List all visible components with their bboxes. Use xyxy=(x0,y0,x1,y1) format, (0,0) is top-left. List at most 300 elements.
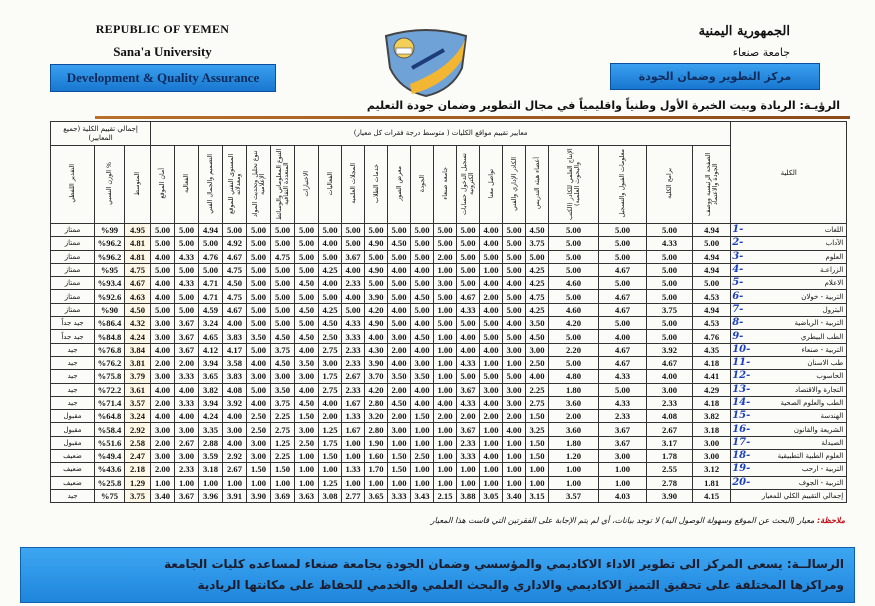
relative-weight: %64.8 xyxy=(95,410,125,423)
criterion-score: 4.00 xyxy=(480,450,503,463)
criterion-score: 3.50 xyxy=(411,370,434,383)
criterion-score: 4.00 xyxy=(247,356,271,369)
criterion-score: 3.15 xyxy=(526,489,549,502)
criterion-score: 2.50 xyxy=(319,330,342,343)
criterion-score: 5.00 xyxy=(599,383,647,396)
criterion-score: 1.00 xyxy=(599,463,647,476)
criterion-score: 5.00 xyxy=(271,277,295,290)
criterion-score: 4.50 xyxy=(526,330,549,343)
overall-average: 4.75 xyxy=(125,263,151,276)
column-header-label: الفعاليات xyxy=(326,171,334,196)
column-header-label: أمان الموقع xyxy=(159,168,167,199)
verbal-grade: مقبول xyxy=(51,436,95,449)
criterion-score: 4.00 xyxy=(295,343,319,356)
college-name-cell xyxy=(731,224,847,237)
criterion-score: 4.08 xyxy=(647,410,693,423)
criterion-score: 4.00 xyxy=(388,303,411,316)
criterion-score: 4.00 xyxy=(480,396,503,409)
verbal-grade: مقبول xyxy=(51,410,95,423)
criterion-score: 4.00 xyxy=(503,317,526,330)
criterion-score: 4.20 xyxy=(365,303,388,316)
criterion-score: 4.33 xyxy=(599,396,647,409)
university-en: Sana'a University xyxy=(113,44,212,59)
criterion-score: 5.00 xyxy=(319,250,342,263)
row-number: 18- xyxy=(732,450,751,462)
column-header-label: خدمات الطلاب xyxy=(372,164,380,203)
criterion-score: 3.92 xyxy=(223,396,247,409)
column-header-label: برامج الكلية xyxy=(666,168,674,199)
criterion-score: 1.00 xyxy=(526,463,549,476)
criterion-score: 4.50 xyxy=(388,396,411,409)
college-name: التربية - صنعاء xyxy=(801,345,844,354)
criterion-score: 2.25 xyxy=(271,410,295,423)
group-total-header: إجمالي تقييم الكلية (جميع المعايير) xyxy=(51,122,151,146)
criterion-score: 1.70 xyxy=(365,463,388,476)
criterion-score: 2.00 xyxy=(503,410,526,423)
criterion-score: 4.50 xyxy=(223,277,247,290)
college-name-cell xyxy=(731,263,847,276)
criterion-score: 5.00 xyxy=(247,343,271,356)
criterion-score: 1.00 xyxy=(434,476,457,489)
criterion-score: 2.00 xyxy=(151,396,175,409)
criterion-score: 4.35 xyxy=(693,343,731,356)
college-name-cell xyxy=(731,463,847,476)
column-header xyxy=(151,146,175,224)
vision-statement: الرؤيـة: الريادة وبيت الخبرة الأول وطنياً واقليمياً في مجال التطوير وضمان جودة التعليم xyxy=(366,99,840,112)
criterion-score: 1.75 xyxy=(319,370,342,383)
criterion-score: 3.65 xyxy=(365,489,388,502)
college-name: الطب والعلوم الصحية xyxy=(780,399,844,407)
verbal-grade: ضعيف xyxy=(51,476,95,489)
criterion-score: 1.00 xyxy=(480,436,503,449)
college-name-cell xyxy=(731,396,847,409)
criterion-score: 3.67 xyxy=(175,317,199,330)
criterion-score: 1.81 xyxy=(693,476,731,489)
criterion-score: 3.67 xyxy=(175,489,199,502)
criterion-score: 1.00 xyxy=(480,356,503,369)
column-header xyxy=(480,146,503,224)
criterion-score: 3.17 xyxy=(647,436,693,449)
college-name-cell xyxy=(731,370,847,383)
criterion-score: 5.00 xyxy=(388,250,411,263)
criterion-score: 4.53 xyxy=(693,317,731,330)
criterion-score: 3.67 xyxy=(599,423,647,436)
criterion-score: 4.60 xyxy=(549,303,599,316)
table-row xyxy=(51,370,847,383)
criterion-score: 4.60 xyxy=(549,277,599,290)
criterion-score: 4.50 xyxy=(388,237,411,250)
criterion-score: 1.00 xyxy=(388,476,411,489)
college-name-cell xyxy=(731,356,847,369)
column-header xyxy=(388,146,411,224)
column-header-label: المستوى التقني للموقع ومعدلاته xyxy=(227,153,242,214)
verbal-grade: جيد xyxy=(51,343,95,356)
criterion-score: 1.00 xyxy=(411,423,434,436)
college-name-cell xyxy=(731,489,847,502)
criterion-score: 2.00 xyxy=(319,410,342,423)
criterion-score: 4.00 xyxy=(223,410,247,423)
criterion-score: 3.00 xyxy=(247,450,271,463)
criterion-score: 1.00 xyxy=(526,476,549,489)
criterion-score: 5.00 xyxy=(342,303,365,316)
criterion-score: 4.00 xyxy=(647,370,693,383)
criterion-score: 1.50 xyxy=(526,410,549,423)
college-name-cell xyxy=(731,450,847,463)
criterion-score: 4.00 xyxy=(480,303,503,316)
criterion-score: 4.00 xyxy=(223,436,247,449)
overall-average: 4.67 xyxy=(125,277,151,290)
criterion-score: 2.75 xyxy=(319,383,342,396)
criterion-score: 3.83 xyxy=(223,370,247,383)
criterion-score: 3.70 xyxy=(365,370,388,383)
college-name: طب الاسنان xyxy=(807,359,844,368)
overall-average: 3.61 xyxy=(125,383,151,396)
criterion-score: 1.33 xyxy=(342,463,365,476)
criterion-score: 1.20 xyxy=(549,450,599,463)
criterion-score: 3.18 xyxy=(199,463,223,476)
criterion-score: 5.00 xyxy=(365,224,388,237)
row-number: 19- xyxy=(732,463,751,475)
criterion-score: 2.00 xyxy=(480,290,503,303)
criterion-score: 2.50 xyxy=(247,410,271,423)
criterion-score: 5.00 xyxy=(295,317,319,330)
criterion-score: 2.50 xyxy=(247,423,271,436)
college-name: اللغات xyxy=(824,226,844,235)
criterion-score: 4.20 xyxy=(365,383,388,396)
criterion-score: 3.00 xyxy=(295,370,319,383)
criterion-score: 4.67 xyxy=(223,250,247,263)
criterion-score: 5.00 xyxy=(599,237,647,250)
criterion-score: 5.00 xyxy=(365,277,388,290)
criterion-score: 3.00 xyxy=(411,356,434,369)
criterion-score: 5.00 xyxy=(647,277,693,290)
criterion-score: 1.00 xyxy=(480,463,503,476)
relative-weight: %76.2 xyxy=(95,356,125,369)
college-name: التربية - خولان xyxy=(801,292,844,301)
criterion-score: 3.94 xyxy=(199,356,223,369)
criterion-score: 4.50 xyxy=(295,277,319,290)
center-banner-ar xyxy=(610,63,820,90)
verbal-grade: جيد xyxy=(51,356,95,369)
criterion-score: 3.00 xyxy=(151,370,175,383)
university-ar: جامعة صنعاء xyxy=(732,46,790,59)
criterion-score: 4.00 xyxy=(411,383,434,396)
criterion-score: 4.00 xyxy=(151,277,175,290)
college-name: الحاسوب xyxy=(816,372,844,381)
column-header-label: معرض الصور xyxy=(395,166,403,201)
criterion-score: 4.25 xyxy=(319,263,342,276)
column-header xyxy=(175,146,199,224)
college-name-cell xyxy=(731,290,847,303)
criterion-score: 5.00 xyxy=(599,277,647,290)
column-header xyxy=(503,146,526,224)
criterion-score: 5.00 xyxy=(599,250,647,263)
criterion-score: 3.18 xyxy=(693,423,731,436)
criterion-score: 3.00 xyxy=(247,436,271,449)
mission-banner xyxy=(20,547,855,603)
criterion-score: 1.00 xyxy=(503,463,526,476)
criterion-score: 4.67 xyxy=(223,303,247,316)
criterion-score: 1.00 xyxy=(434,436,457,449)
criterion-score: 4.67 xyxy=(599,343,647,356)
criterion-score: 5.00 xyxy=(295,290,319,303)
row-number: 15- xyxy=(732,410,751,422)
column-header xyxy=(411,146,434,224)
criterion-score: 2.75 xyxy=(319,343,342,356)
group-criteria-header: معايير تقييم مواقع الكليات ( متوسط درجة فقرات كل معيار) xyxy=(151,122,731,146)
relative-weight: %71.4 xyxy=(95,396,125,409)
criterion-score: 4.00 xyxy=(411,343,434,356)
column-header-label: المتوسط xyxy=(134,171,141,196)
criterion-score: 4.94 xyxy=(693,250,731,263)
criterion-score: 5.00 xyxy=(175,237,199,250)
criterion-score: 1.00 xyxy=(411,436,434,449)
criterion-score: 3.00 xyxy=(503,343,526,356)
criterion-score: 4.53 xyxy=(693,290,731,303)
criterion-score: 1.00 xyxy=(434,423,457,436)
criterion-score: 4.12 xyxy=(199,343,223,356)
overall-average: 1.29 xyxy=(125,476,151,489)
criterion-score: 5.00 xyxy=(342,224,365,237)
overall-average: 3.24 xyxy=(125,410,151,423)
center-ar: مركز التطوير وضمان الجودة xyxy=(638,70,792,83)
column-header xyxy=(95,146,125,224)
criterion-score: 4.08 xyxy=(223,383,247,396)
criterion-score: 3.67 xyxy=(175,330,199,343)
column-header-label: الإنتاج العلمي للكادر (الكتب والبحوث العلمية) xyxy=(566,147,581,220)
criterion-score: 4.94 xyxy=(693,224,731,237)
criterion-score: 4.67 xyxy=(599,303,647,316)
criterion-score: 2.25 xyxy=(271,450,295,463)
criterion-score: 2.33 xyxy=(175,463,199,476)
criterion-score: 1.00 xyxy=(549,463,599,476)
criterion-score: 1.80 xyxy=(549,383,599,396)
criterion-score: 5.00 xyxy=(549,330,599,343)
criterion-score: 4.80 xyxy=(549,370,599,383)
column-header xyxy=(51,146,95,224)
overall-average: 4.50 xyxy=(125,303,151,316)
table-row xyxy=(51,463,847,476)
column-header xyxy=(365,146,388,224)
criterion-score: 4.18 xyxy=(693,396,731,409)
overall-average: 3.75 xyxy=(125,489,151,502)
criterion-score: 1.00 xyxy=(411,463,434,476)
criterion-score: 4.00 xyxy=(342,290,365,303)
overall-average: 3.57 xyxy=(125,396,151,409)
row-number: 2- xyxy=(732,237,744,249)
criterion-score: 4.76 xyxy=(199,250,223,263)
criterion-score: 1.00 xyxy=(295,463,319,476)
criterion-score: 3.67 xyxy=(457,383,480,396)
criterion-score: 1.50 xyxy=(388,463,411,476)
criterion-score: 5.00 xyxy=(503,237,526,250)
row-number: 17- xyxy=(732,436,751,448)
criterion-score: 4.33 xyxy=(457,303,480,316)
criterion-score: 4.00 xyxy=(151,290,175,303)
criterion-score: 3.50 xyxy=(388,370,411,383)
verbal-grade: ممتاز xyxy=(51,277,95,290)
criterion-score: 2.75 xyxy=(526,396,549,409)
criterion-score: 1.00 xyxy=(342,436,365,449)
criterion-score: 4.00 xyxy=(151,250,175,263)
criterion-score: 4.76 xyxy=(693,330,731,343)
college-name: الزراعـة xyxy=(819,266,844,275)
criterion-score: 4.18 xyxy=(693,356,731,369)
criterion-score: 3.00 xyxy=(693,450,731,463)
criterion-score: 4.67 xyxy=(599,356,647,369)
criterion-score: 2.55 xyxy=(647,463,693,476)
college-name: التربية - الرياضية xyxy=(794,319,844,328)
verbal-grade: ضعيف xyxy=(51,450,95,463)
criterion-score: 5.00 xyxy=(526,250,549,263)
college-name: الآداب xyxy=(825,239,844,248)
criterion-score: 2.33 xyxy=(342,277,365,290)
criterion-score: 3.00 xyxy=(319,356,342,369)
criterion-score: 5.00 xyxy=(434,317,457,330)
criterion-score: 5.00 xyxy=(599,224,647,237)
column-header xyxy=(342,146,365,224)
criterion-score: 5.00 xyxy=(647,317,693,330)
criterion-score: 1.50 xyxy=(319,450,342,463)
criterion-score: 3.50 xyxy=(247,330,271,343)
criterion-score: 4.94 xyxy=(693,263,731,276)
column-header-label: الاختبارات xyxy=(303,170,311,197)
criterion-score: 1.75 xyxy=(319,436,342,449)
criterion-score: 4.67 xyxy=(599,263,647,276)
criterion-score: 3.75 xyxy=(271,343,295,356)
college-name-cell xyxy=(731,436,847,449)
criterion-score: 1.50 xyxy=(411,410,434,423)
criterion-score: 5.00 xyxy=(247,263,271,276)
criterion-score: 1.25 xyxy=(319,476,342,489)
column-header xyxy=(223,146,247,224)
criterion-score: 4.00 xyxy=(223,317,247,330)
criterion-score: 3.57 xyxy=(549,489,599,502)
criterion-score: 4.50 xyxy=(319,317,342,330)
criterion-score: 3.05 xyxy=(480,489,503,502)
criterion-score: 3.20 xyxy=(365,410,388,423)
criterion-score: 2.80 xyxy=(365,396,388,409)
criterion-score: 4.33 xyxy=(457,356,480,369)
criterion-score: 1.00 xyxy=(199,476,223,489)
criterion-score: 5.00 xyxy=(247,277,271,290)
criterion-score: 3.33 xyxy=(388,489,411,502)
criterion-score: 2.00 xyxy=(434,250,457,263)
criterion-score: 4.30 xyxy=(365,343,388,356)
criterion-score: 3.00 xyxy=(151,423,175,436)
column-header-label: الفعالية xyxy=(183,173,191,193)
criterion-score: 4.50 xyxy=(411,330,434,343)
criterion-score: 4.29 xyxy=(693,383,731,396)
criterion-score: 4.17 xyxy=(223,343,247,356)
criterion-score: 5.00 xyxy=(457,224,480,237)
criterion-score: 3.00 xyxy=(175,450,199,463)
table-row xyxy=(51,303,847,316)
criterion-score: 1.50 xyxy=(526,436,549,449)
criterion-score: 1.00 xyxy=(247,476,271,489)
criterion-score: 2.75 xyxy=(271,423,295,436)
criterion-score: 3.75 xyxy=(271,396,295,409)
criterion-score: 2.00 xyxy=(434,410,457,423)
criterion-score: 3.65 xyxy=(199,370,223,383)
verbal-grade: ممتاز xyxy=(51,224,95,237)
criterion-score: 5.00 xyxy=(247,224,271,237)
college-name: الهندسة xyxy=(820,412,844,421)
column-header-label: أعضاء هيئة التدريس xyxy=(533,157,541,210)
criterion-score: 3.00 xyxy=(388,330,411,343)
criterion-score: 2.00 xyxy=(388,343,411,356)
criterion-score: 2.00 xyxy=(388,410,411,423)
criterion-score: 3.82 xyxy=(693,410,731,423)
college-website-evaluation-table xyxy=(50,121,847,503)
column-header-label: تسجيل الدخول حسابات الكترونية xyxy=(461,152,476,215)
column-header xyxy=(647,146,693,224)
criterion-score: 4.75 xyxy=(223,290,247,303)
criterion-score: 1.50 xyxy=(295,410,319,423)
criterion-score: 1.00 xyxy=(434,370,457,383)
criterion-score: 2.20 xyxy=(549,343,599,356)
criterion-score: 5.00 xyxy=(175,224,199,237)
college-name: الاعلام xyxy=(824,279,844,288)
criterion-score: 5.00 xyxy=(549,356,599,369)
criterion-score: 4.59 xyxy=(199,303,223,316)
criterion-score: 4.33 xyxy=(175,250,199,263)
criterion-score: 3.50 xyxy=(526,317,549,330)
criterion-score: 4.75 xyxy=(271,250,295,263)
criterion-score: 5.00 xyxy=(480,370,503,383)
criterion-score: 4.15 xyxy=(693,489,731,502)
criterion-score: 5.00 xyxy=(503,263,526,276)
overall-average: 4.24 xyxy=(125,330,151,343)
column-header xyxy=(199,146,223,224)
criterion-score: 5.00 xyxy=(647,250,693,263)
criterion-score: 1.00 xyxy=(480,263,503,276)
criterion-score: 4.50 xyxy=(271,356,295,369)
criterion-score: 5.00 xyxy=(223,224,247,237)
criterion-score: 2.50 xyxy=(411,450,434,463)
row-number: 11- xyxy=(732,357,751,369)
criterion-score: 5.00 xyxy=(549,263,599,276)
criterion-score: 2.67 xyxy=(223,463,247,476)
relative-weight: %93.4 xyxy=(95,277,125,290)
criterion-score: 1.25 xyxy=(319,423,342,436)
criterion-score: 3.35 xyxy=(199,423,223,436)
relative-weight: %92.6 xyxy=(95,290,125,303)
criterion-score: 4.00 xyxy=(503,423,526,436)
criterion-score: 5.00 xyxy=(342,237,365,250)
criterion-score: 1.00 xyxy=(319,463,342,476)
criterion-score: 3.00 xyxy=(526,343,549,356)
criterion-score: 5.00 xyxy=(647,224,693,237)
mission-line-2: ومراكزها المختلفة على تحقيق التميز الاكاديمي والاداري والبحث العلمي والخدمي للحفاظ على مكانتها الريادية xyxy=(197,578,844,592)
criterion-score: 4.75 xyxy=(223,263,247,276)
criterion-score: 5.00 xyxy=(457,250,480,263)
criterion-score: 5.00 xyxy=(599,317,647,330)
criterion-score: 2.33 xyxy=(342,343,365,356)
criterion-score: 5.00 xyxy=(503,250,526,263)
criterion-score: 3.40 xyxy=(151,489,175,502)
criterion-score: 3.43 xyxy=(411,489,434,502)
table-row xyxy=(51,396,847,409)
criterion-score: 1.00 xyxy=(434,263,457,276)
overall-average: 4.95 xyxy=(125,224,151,237)
criterion-score: 4.00 xyxy=(503,277,526,290)
criterion-score: 4.00 xyxy=(295,383,319,396)
criterion-score: 1.00 xyxy=(342,450,365,463)
criterion-score: 5.00 xyxy=(549,250,599,263)
criterion-score: 2.92 xyxy=(223,450,247,463)
criterion-score: 5.00 xyxy=(549,237,599,250)
